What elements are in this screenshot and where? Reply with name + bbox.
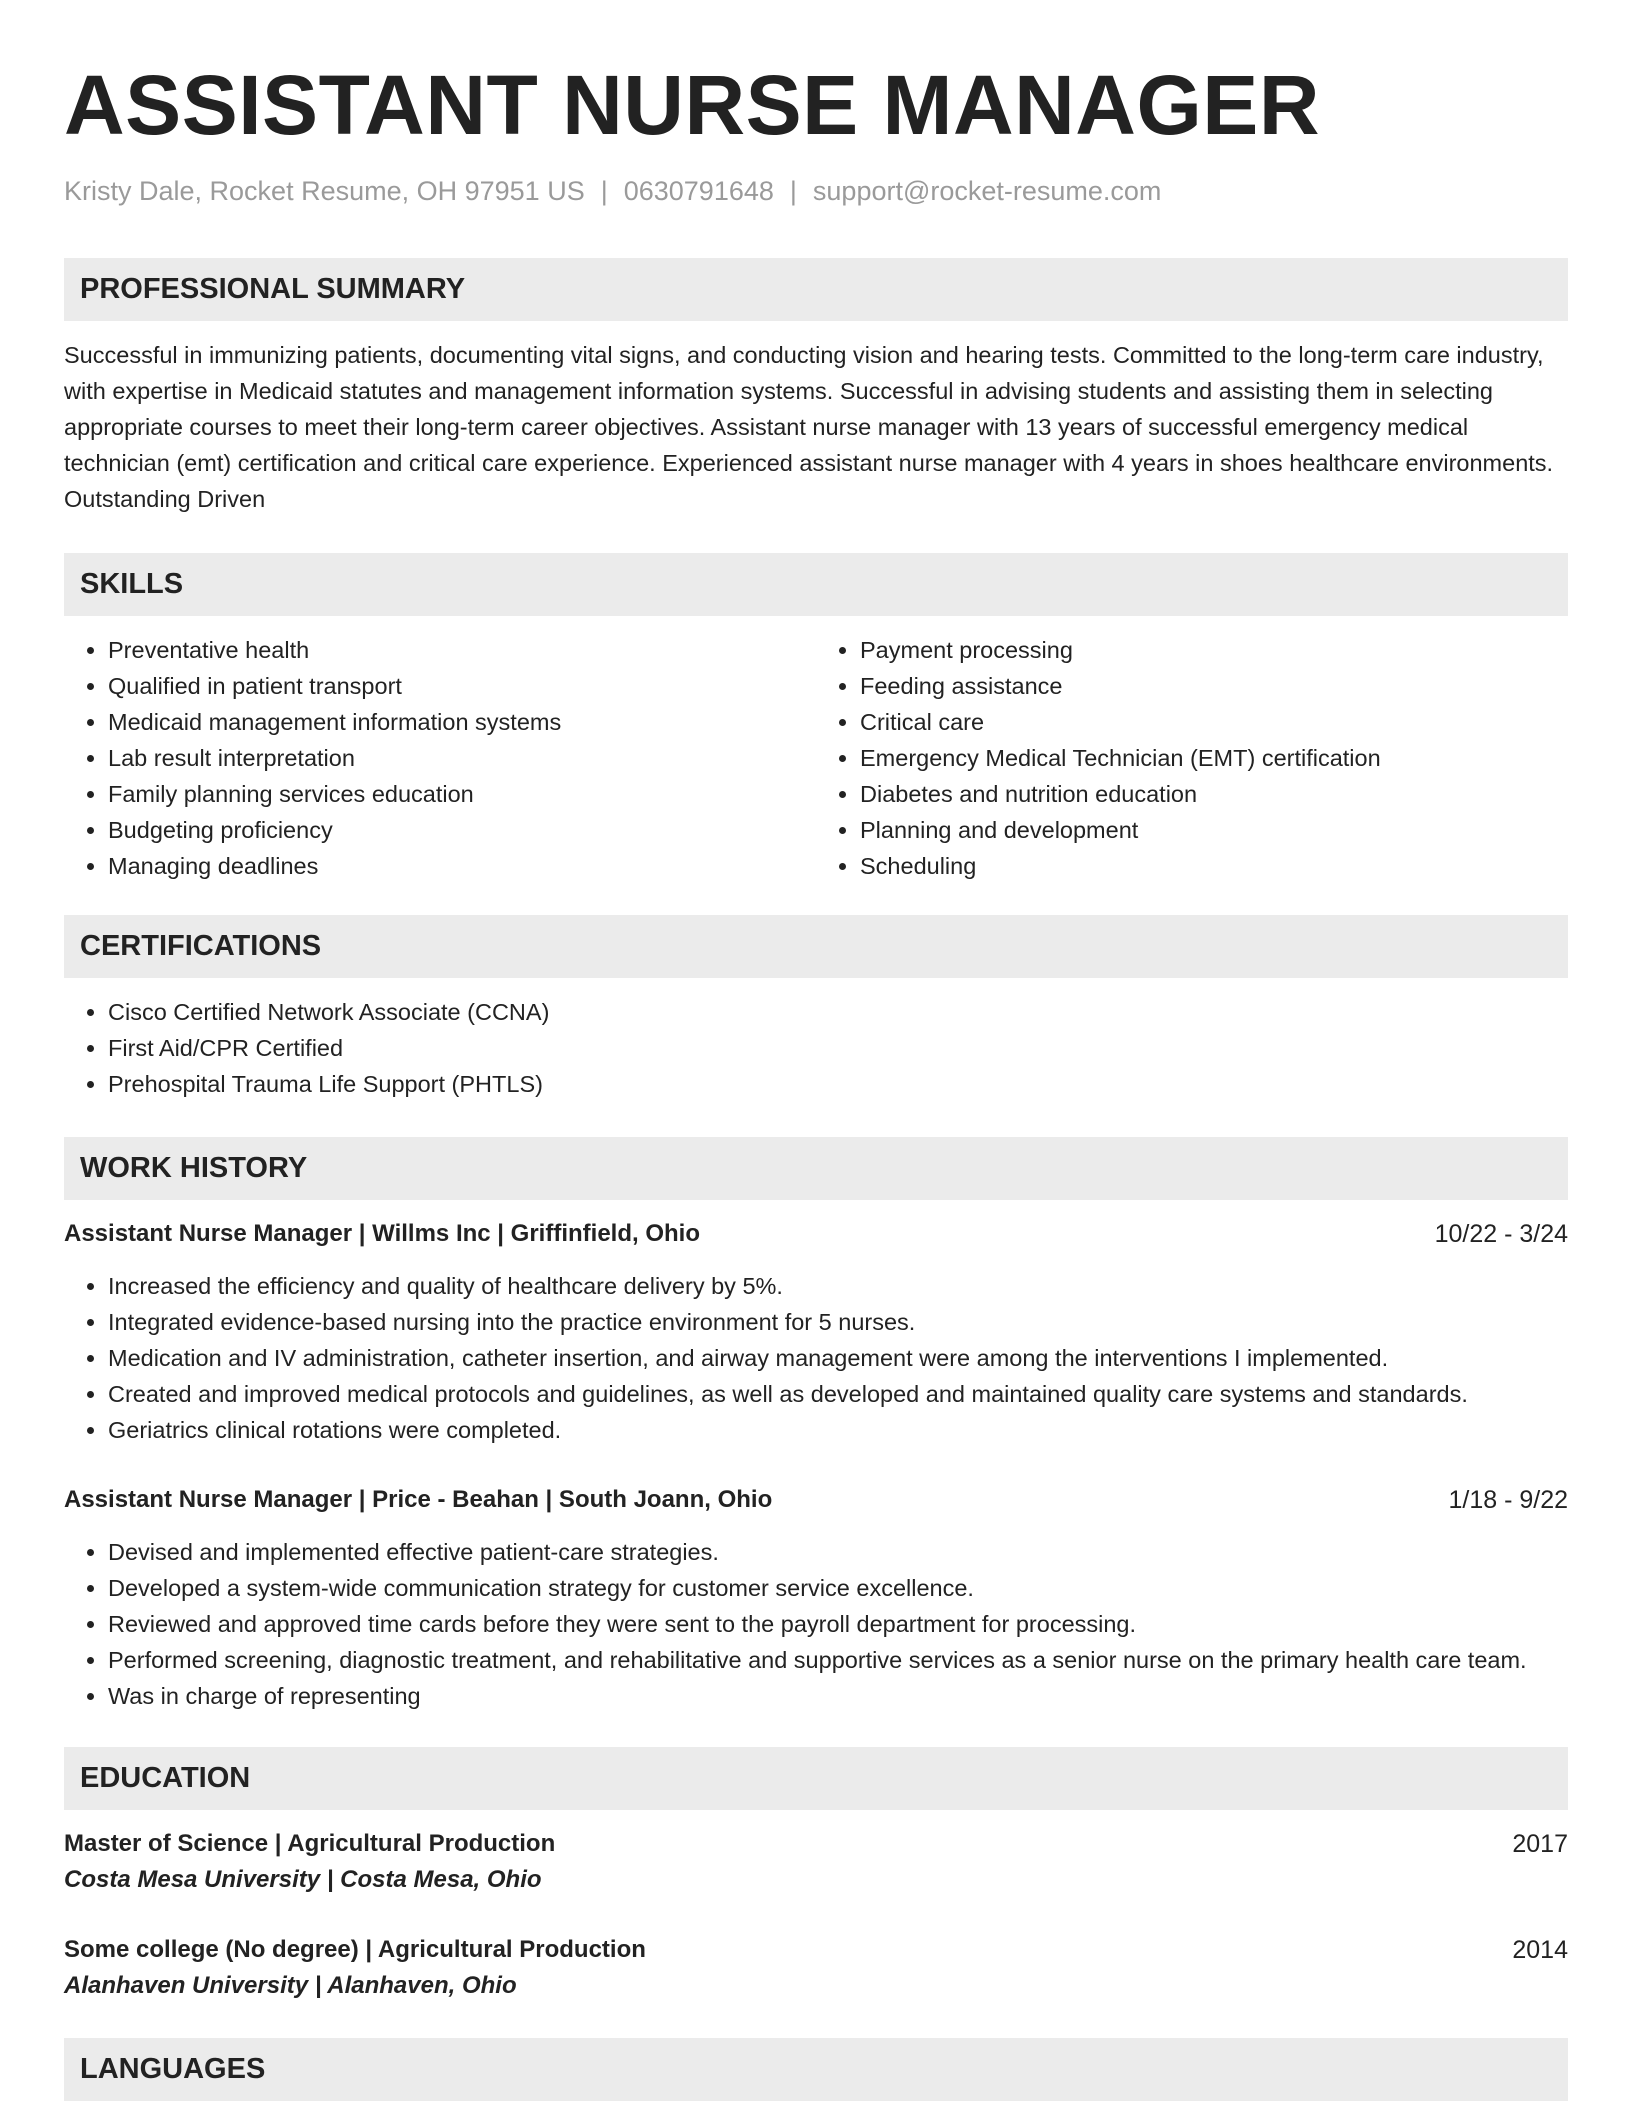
job-bullet: • Devised and implemented effective patient-care strategies. — [108, 1534, 1568, 1570]
skill-item: • Payment processing — [860, 632, 1568, 668]
job-header — [64, 1216, 1568, 1252]
skills-list-left — [64, 632, 816, 884]
section-header-summary: PROFESSIONAL SUMMARY — [64, 258, 1568, 321]
section-header-education: EDUCATION — [64, 1747, 1568, 1810]
education-entry — [64, 1932, 1568, 2004]
skills-columns — [64, 632, 1568, 884]
education-degree: Some college (No degree) | Agricultural Production — [64, 1936, 646, 1963]
contact-separator: | — [600, 176, 608, 206]
skill-item: • Family planning services education — [108, 776, 816, 812]
job-bullet: • Medication and IV administration, catheter insertion, and airway management were among the interventions I implemented. — [108, 1340, 1568, 1376]
section-header-languages: LANGUAGES — [64, 2038, 1568, 2101]
job-bullet: • Reviewed and approved time cards before they were sent to the payroll department for processing. — [108, 1606, 1568, 1642]
job-header — [64, 1482, 1568, 1518]
certification-item: • Cisco Certified Network Associate (CCNA) — [108, 994, 1568, 1030]
section-header-work-history: WORK HISTORY — [64, 1137, 1568, 1200]
education-header — [64, 1826, 1568, 1862]
skill-item: • Managing deadlines — [108, 848, 816, 884]
skill-item: • Emergency Medical Technician (EMT) certification — [860, 740, 1568, 776]
skill-item: • Medicaid management information systems — [108, 704, 816, 740]
education-school: Alanhaven University | Alanhaven, Ohio — [64, 1972, 517, 1999]
certification-item: • Prehospital Trauma Life Support (PHTLS) — [108, 1066, 1568, 1102]
resume-title: ASSISTANT NURSE MANAGER — [64, 58, 1320, 152]
education-header — [64, 1932, 1568, 1968]
skill-item: • Budgeting proficiency — [108, 812, 816, 848]
education-year: 2014 — [1512, 1936, 1568, 1964]
skill-item: • Lab result interpretation — [108, 740, 816, 776]
job-bullet: • Created and improved medical protocols and guidelines, as well as developed and maintained quality care systems and standards. — [108, 1376, 1568, 1412]
job-bullet: • Increased the efficiency and quality of healthcare delivery by 5%. — [108, 1268, 1568, 1304]
skills-list-right — [816, 632, 1568, 884]
job-title: Assistant Nurse Manager | Price - Beahan | South Joann, Ohio — [64, 1486, 773, 1513]
contact-separator: | — [789, 176, 797, 206]
job-bullet: • Integrated evidence-based nursing into the practice environment for 5 nurses. — [108, 1304, 1568, 1340]
job-dates: 10/22 - 3/24 — [1434, 1220, 1568, 1248]
section-header-skills: SKILLS — [64, 553, 1568, 616]
summary-text: Successful in immunizing patients, documenting vital signs, and conducting vision and hearing tests. Committed to the long-term care industry, with expertise in Medicaid statutes and management information systems. Successful in advising students and assisting them in selecting appropriate courses to meet their long-term career objectives. Assistant nurse manager with 13 years of successful emergency medical technician (emt) certification and critical care experience. Experienced assistant nurse manager with 4 years in shoes healthcare environments. Outstanding Driven — [64, 342, 1554, 512]
contact-email[interactable]: support@rocket-resume.com — [812, 176, 1162, 206]
skill-item: • Qualified in patient transport — [108, 668, 816, 704]
skill-item: • Feeding assistance — [860, 668, 1568, 704]
job-bullet: • Geriatrics clinical rotations were completed. — [108, 1412, 1568, 1448]
job-entry — [64, 1482, 1568, 1714]
certifications-list — [64, 994, 1568, 1102]
education-degree: Master of Science | Agricultural Production — [64, 1830, 556, 1857]
skill-item: • Scheduling — [860, 848, 1568, 884]
skill-item: • Diabetes and nutrition education — [860, 776, 1568, 812]
job-bullets — [64, 1268, 1568, 1448]
contact-line — [64, 174, 1568, 208]
education-school: Costa Mesa University | Costa Mesa, Ohio — [64, 1866, 542, 1893]
education-entry — [64, 1826, 1568, 1898]
certification-item: • First Aid/CPR Certified — [108, 1030, 1568, 1066]
job-entry — [64, 1216, 1568, 1448]
skill-item: • Planning and development — [860, 812, 1568, 848]
education-year: 2017 — [1512, 1830, 1568, 1858]
contact-address: Kristy Dale, Rocket Resume, OH 97951 US — [64, 176, 585, 206]
job-bullets — [64, 1534, 1568, 1714]
job-bullet: • Was in charge of representing — [108, 1678, 1568, 1714]
job-bullet: • Developed a system-wide communication strategy for customer service excellence. — [108, 1570, 1568, 1606]
skill-item: • Critical care — [860, 704, 1568, 740]
job-bullet: • Performed screening, diagnostic treatment, and rehabilitative and supportive services as a senior nurse on the primary health care team. — [108, 1642, 1568, 1678]
job-title: Assistant Nurse Manager | Willms Inc | Griffinfield, Ohio — [64, 1220, 700, 1247]
skill-item: • Preventative health — [108, 632, 816, 668]
section-header-certifications: CERTIFICATIONS — [64, 915, 1568, 978]
contact-phone: 0630791648 — [623, 176, 774, 206]
job-dates: 1/18 - 9/22 — [1448, 1486, 1568, 1514]
